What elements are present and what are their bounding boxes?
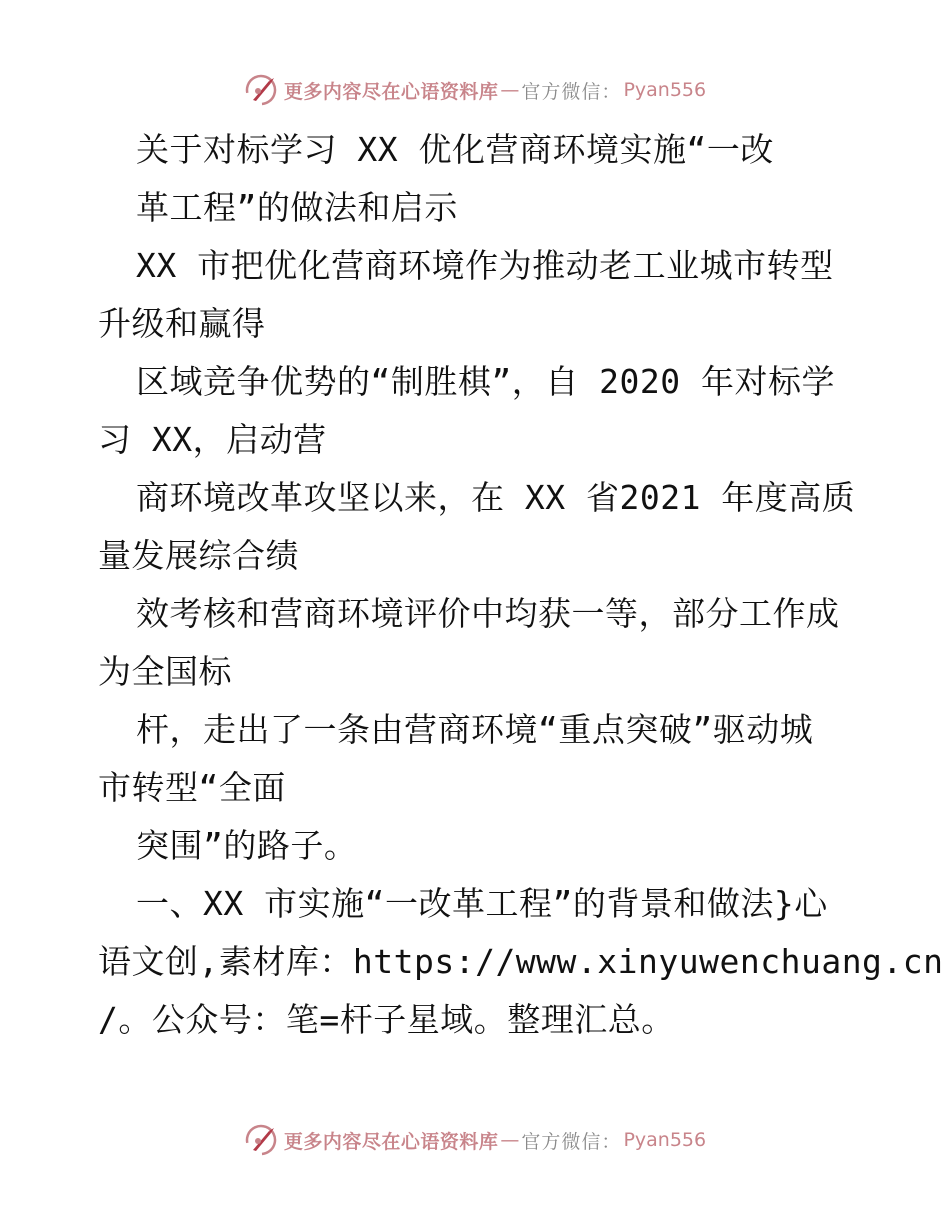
- document-body: [98, 121, 944, 1049]
- paragraph-line: 语文创,素材库：https://www.xinyuwenchuang.cn: [98, 942, 944, 981]
- paragraph-line: 杆，走出了一条由营商环境“重点突破”驱动城: [136, 710, 814, 749]
- title-line-1: 关于对标学习 XX 优化营商环境实施“一改: [136, 130, 774, 169]
- paragraph-line: XX 市把优化营商环境作为推动老工业城市转型: [136, 246, 834, 285]
- banner-official-label: 官方微信：: [521, 1130, 622, 1153]
- paragraph-line: 突围”的路子。: [136, 826, 358, 865]
- paragraph-line: 习 XX，启动营: [98, 420, 327, 459]
- paragraph-line: 区域竞争优势的“制胜棋”，自 2020 年对标学: [136, 362, 835, 401]
- section-heading-line: 一、XX 市实施“一改革工程”的背景和做法}心: [136, 884, 828, 923]
- banner-main-text: 更多内容尽在心语资料库: [283, 1130, 499, 1153]
- paragraph-line: 商环境改革攻坚以来，在 XX 省2021 年度高质: [136, 478, 856, 517]
- header-banner: [0, 70, 950, 110]
- banner-wechat-id: Pyan556: [623, 79, 707, 101]
- footer-banner: [0, 1120, 950, 1160]
- quill-logo-icon: [244, 73, 278, 107]
- quill-logo-icon: [244, 1123, 278, 1157]
- banner-official-label: 官方微信：: [521, 80, 622, 103]
- banner-main-text: 更多内容尽在心语资料库: [283, 80, 499, 103]
- paragraph-line: /。公众号：笔=杆子星域。整理汇总。: [98, 1000, 675, 1039]
- title-line-2: 革工程”的做法和启示: [136, 188, 458, 227]
- paragraph-line: 升级和赢得: [98, 304, 266, 343]
- banner-dash: —: [500, 1129, 520, 1151]
- paragraph-line: 为全国标: [98, 652, 232, 691]
- paragraph-line: 量发展综合绩: [98, 536, 299, 575]
- banner-dash: —: [500, 79, 520, 101]
- paragraph-line: 效考核和营商环境评价中均获一等，部分工作成: [136, 594, 840, 633]
- banner-wechat-id: Pyan556: [623, 1129, 707, 1151]
- paragraph-line: 市转型“全面: [98, 768, 286, 807]
